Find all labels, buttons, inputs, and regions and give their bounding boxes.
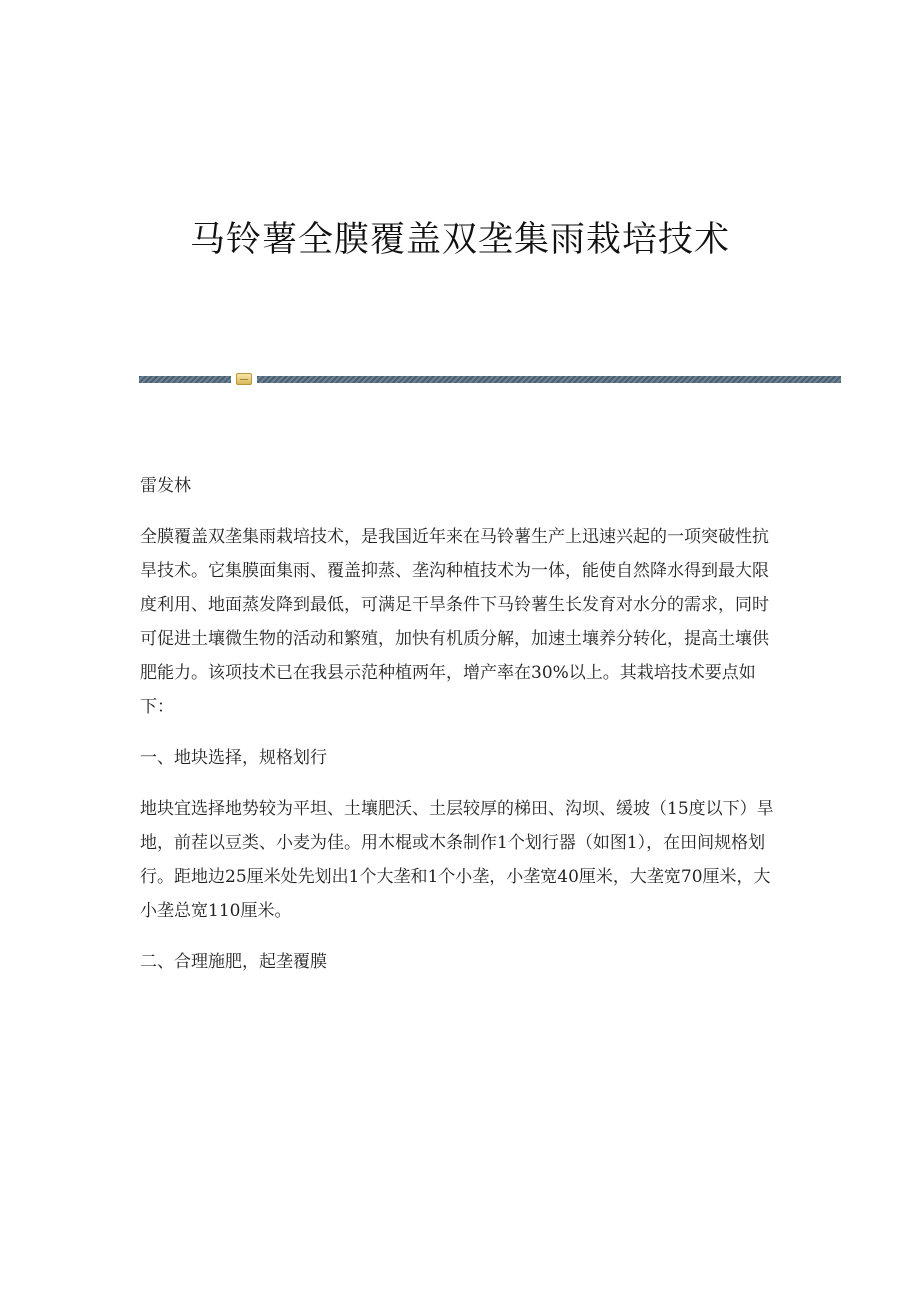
document-body <box>140 469 780 996</box>
divider-bar-left <box>139 376 231 383</box>
envelope-icon <box>236 373 252 385</box>
section-heading-1: 一、地块选择，规格划行 <box>140 748 327 768</box>
author-name: 雷发林 <box>140 476 191 496</box>
title-divider <box>139 373 841 385</box>
divider-bar-right <box>257 376 841 383</box>
section-heading-2: 二、合理施肥，起垄覆膜 <box>140 952 327 972</box>
intro-paragraph: 全膜覆盖双垄集雨栽培技术，是我国近年来在马铃薯生产上迅速兴起的一项突破性抗旱技术。它集膜面集雨、覆盖抑蒸、垄沟种植技术为一体，能使自然降水得到最大限度利用、地面蒸发降到最低，可满足干旱条件下马铃薯生长发育对水分的需求，同时可促进土壤微生物的活动和繁殖，加快有机质分解，加速土壤养分转化，提高土壤供肥能力。该项技术已在我县示范种植两年，增产率在30%以上。其栽培技术要点如下： <box>140 527 769 717</box>
section-1-paragraph: 地块宜选择地势较为平坦、土壤肥沃、土层较厚的梯田、沟坝、缓坡（15度以下）旱地，前茬以豆类、小麦为佳。用木棍或木条制作1个划行器（如图1），在田间规格划行。距地边25厘米处先划出1个大垄和1个小垄，小垄宽40厘米，大垄宽70厘米，大小垄总宽110厘米。 <box>140 799 774 921</box>
document-title: 马铃薯全膜覆盖双垄集雨栽培技术 <box>189 220 730 260</box>
